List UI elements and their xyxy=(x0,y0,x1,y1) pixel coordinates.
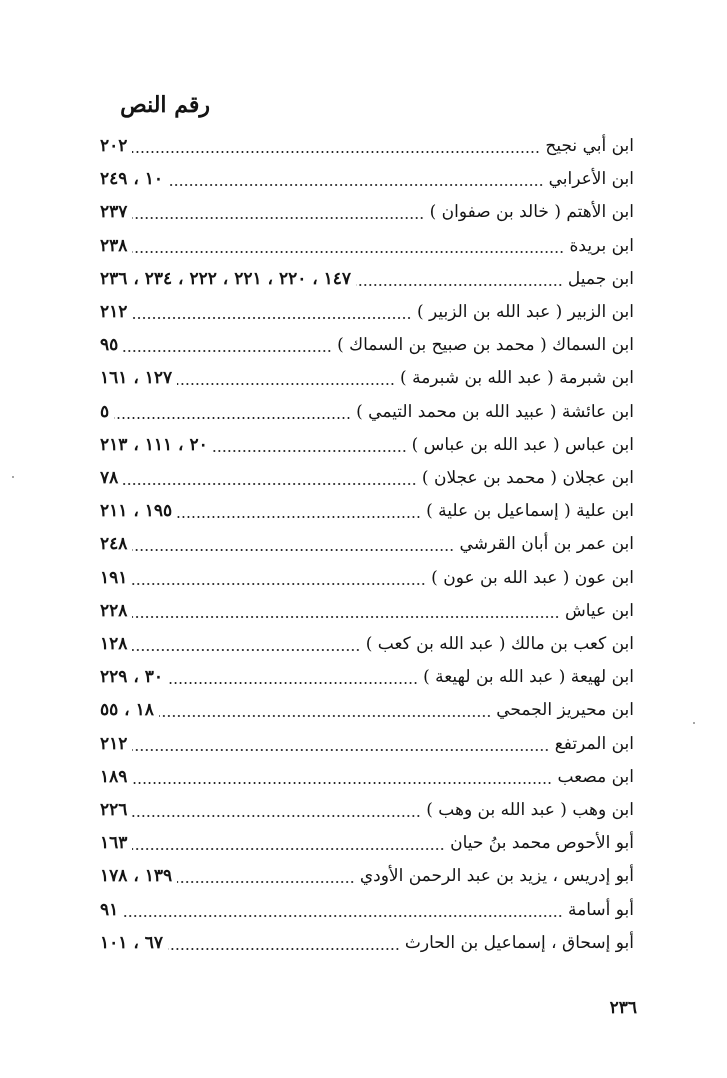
index-entry xyxy=(100,795,634,825)
dot-leader xyxy=(132,747,549,753)
dot-leader xyxy=(356,282,563,288)
entry-name: ابن الزبير ( عبد الله بن الزبير ) xyxy=(416,302,634,322)
entry-name: ابن كعب بن مالك ( عبد الله بن كعب ) xyxy=(365,634,634,654)
dot-leader xyxy=(213,448,407,454)
index-entry xyxy=(100,563,634,593)
dot-leader xyxy=(132,315,412,321)
index-entry xyxy=(100,828,634,858)
entry-text-numbers: ٢٣٨ xyxy=(100,235,128,256)
entry-name: ابن محيريز الجمحي xyxy=(496,700,634,721)
index-entry xyxy=(100,197,634,227)
column-header-text-number: رقم النص xyxy=(120,92,210,118)
entry-name: ابن علية ( إسماعيل بن علية ) xyxy=(426,501,634,522)
entry-text-numbers: ١٨ ، ٥٥ xyxy=(100,700,154,721)
entry-text-numbers: ١٣٩ ، ١٧٨ xyxy=(100,866,173,887)
entry-text-numbers: ١٨٩ xyxy=(100,766,128,787)
entry-name: ابن لهيعة ( عبد الله بن لهيعة ) xyxy=(423,667,634,688)
entry-text-numbers: ٢١٢ xyxy=(100,302,128,322)
entry-text-numbers: ١٩١ xyxy=(100,567,128,588)
entry-text-numbers: ٣٠ ، ٢٢٩ xyxy=(100,667,163,688)
entry-text-numbers: ٢٢٨ xyxy=(100,600,128,621)
dot-leader xyxy=(168,182,544,188)
entry-name: ابن جميل xyxy=(567,268,634,289)
entry-name: ابن عائشة ( عبيد الله بن محمد التيمي ) xyxy=(356,401,634,422)
entry-name: ابن الأعرابي xyxy=(548,169,634,190)
entry-text-numbers: ٧٨ xyxy=(100,468,119,488)
entry-text-numbers: ٢٤٨ xyxy=(100,534,128,555)
index-entry xyxy=(100,928,634,958)
index-entry xyxy=(100,330,634,360)
entry-name: ابن الأهتم ( خالد بن صفوان ) xyxy=(429,202,634,223)
entry-text-numbers: ١٤٧ ، ٢٢٠ ، ٢٢١ ، ٢٢٢ ، ٢٣٤ ، ٢٣٦ xyxy=(100,268,352,289)
entry-name: ابن عون ( عبد الله بن عون ) xyxy=(431,567,634,588)
entry-text-numbers: ٢٠ ، ١١١ ، ٢١٣ xyxy=(100,434,208,455)
dot-leader xyxy=(123,481,417,487)
entry-text-numbers: ١٢٨ xyxy=(100,634,128,654)
index-entry xyxy=(100,861,634,891)
entry-name: ابن أبي نجيح xyxy=(545,136,634,156)
entry-name: أبو أسامة xyxy=(567,899,634,920)
index-entry xyxy=(100,762,634,792)
entry-text-numbers: ٦٧ ، ١٠١ xyxy=(100,932,163,953)
dot-leader xyxy=(132,813,421,819)
index-entry xyxy=(100,529,634,559)
entry-text-numbers: ٢١٢ xyxy=(100,733,128,754)
entry-name: ابن مصعب xyxy=(557,766,634,787)
dot-leader xyxy=(132,647,360,653)
entry-text-numbers: ١٠ ، ٢٤٩ xyxy=(100,169,163,190)
page-number: ٢٣٦ xyxy=(609,998,637,1018)
entry-name: ابن عياش xyxy=(564,600,634,621)
index-entry xyxy=(100,164,634,194)
entry-text-numbers: ١٩٥ ، ٢١١ xyxy=(100,501,173,522)
entry-name: أبو الأحوص محمد بنُ حيان xyxy=(450,833,634,854)
index-entry xyxy=(100,264,634,294)
entry-text-numbers: ٩٥ xyxy=(100,335,119,356)
entry-name: ابن عباس ( عبد الله بن عباس ) xyxy=(411,434,634,455)
entry-name: ابن وهب ( عبد الله بن وهب ) xyxy=(426,800,634,820)
dot-leader xyxy=(132,215,424,221)
index-entry xyxy=(100,496,634,526)
dot-leader xyxy=(123,913,563,919)
scan-speck xyxy=(693,722,695,724)
dot-leader xyxy=(177,879,355,885)
dot-leader xyxy=(132,780,552,786)
entry-name: ابن بريدة xyxy=(569,235,634,256)
index-entry xyxy=(100,297,634,327)
entry-name: ابن شبرمة ( عبد الله بن شبرمة ) xyxy=(400,368,634,389)
entry-text-numbers: ٢٣٧ xyxy=(100,202,128,223)
entry-name: أبو إسحاق ، إسماعيل بن الحارث xyxy=(404,932,634,953)
entry-name: ابن عمر بن أبان القرشي xyxy=(459,534,634,555)
dot-leader xyxy=(114,415,351,421)
dot-leader xyxy=(159,713,491,719)
entry-text-numbers: ٥ xyxy=(100,401,110,422)
index-entry xyxy=(100,397,634,427)
dot-leader xyxy=(177,381,395,387)
entry-text-numbers: ٢٠٢ xyxy=(100,136,128,156)
index-entry xyxy=(100,231,634,261)
index-entry xyxy=(100,131,634,161)
index-entry xyxy=(100,662,634,692)
index-entry xyxy=(100,430,634,460)
entry-name: ابن المرتفع xyxy=(554,733,634,754)
entry-text-numbers: ١٢٧ ، ١٦١ xyxy=(100,368,173,389)
dot-leader xyxy=(123,348,332,354)
entry-name: ابن السماك ( محمد بن صبيح بن السماك ) xyxy=(337,335,634,356)
index-entry xyxy=(100,596,634,626)
scan-speck xyxy=(12,476,14,478)
entry-name: ابن عجلان ( محمد بن عجلان ) xyxy=(421,468,634,488)
entry-name: أبو إدريس ، يزيد بن عبد الرحمن الأودي xyxy=(359,866,634,887)
dot-leader xyxy=(132,846,445,852)
index-entry xyxy=(100,729,634,759)
dot-leader xyxy=(168,946,400,952)
dot-leader xyxy=(132,614,560,620)
index-entry xyxy=(100,895,634,925)
dot-leader xyxy=(132,547,454,553)
dot-leader xyxy=(132,249,564,255)
index-entry xyxy=(100,463,634,493)
dot-leader xyxy=(132,149,540,155)
index-entry xyxy=(100,629,634,659)
dot-leader xyxy=(177,514,421,520)
dot-leader xyxy=(132,581,426,587)
entry-text-numbers: ١٦٣ xyxy=(100,833,128,854)
entry-text-numbers: ٩١ xyxy=(100,899,119,920)
index-list xyxy=(100,131,634,961)
index-entry xyxy=(100,695,634,725)
dot-leader xyxy=(168,680,418,686)
index-entry xyxy=(100,363,634,393)
entry-text-numbers: ٢٢٦ xyxy=(100,800,128,820)
